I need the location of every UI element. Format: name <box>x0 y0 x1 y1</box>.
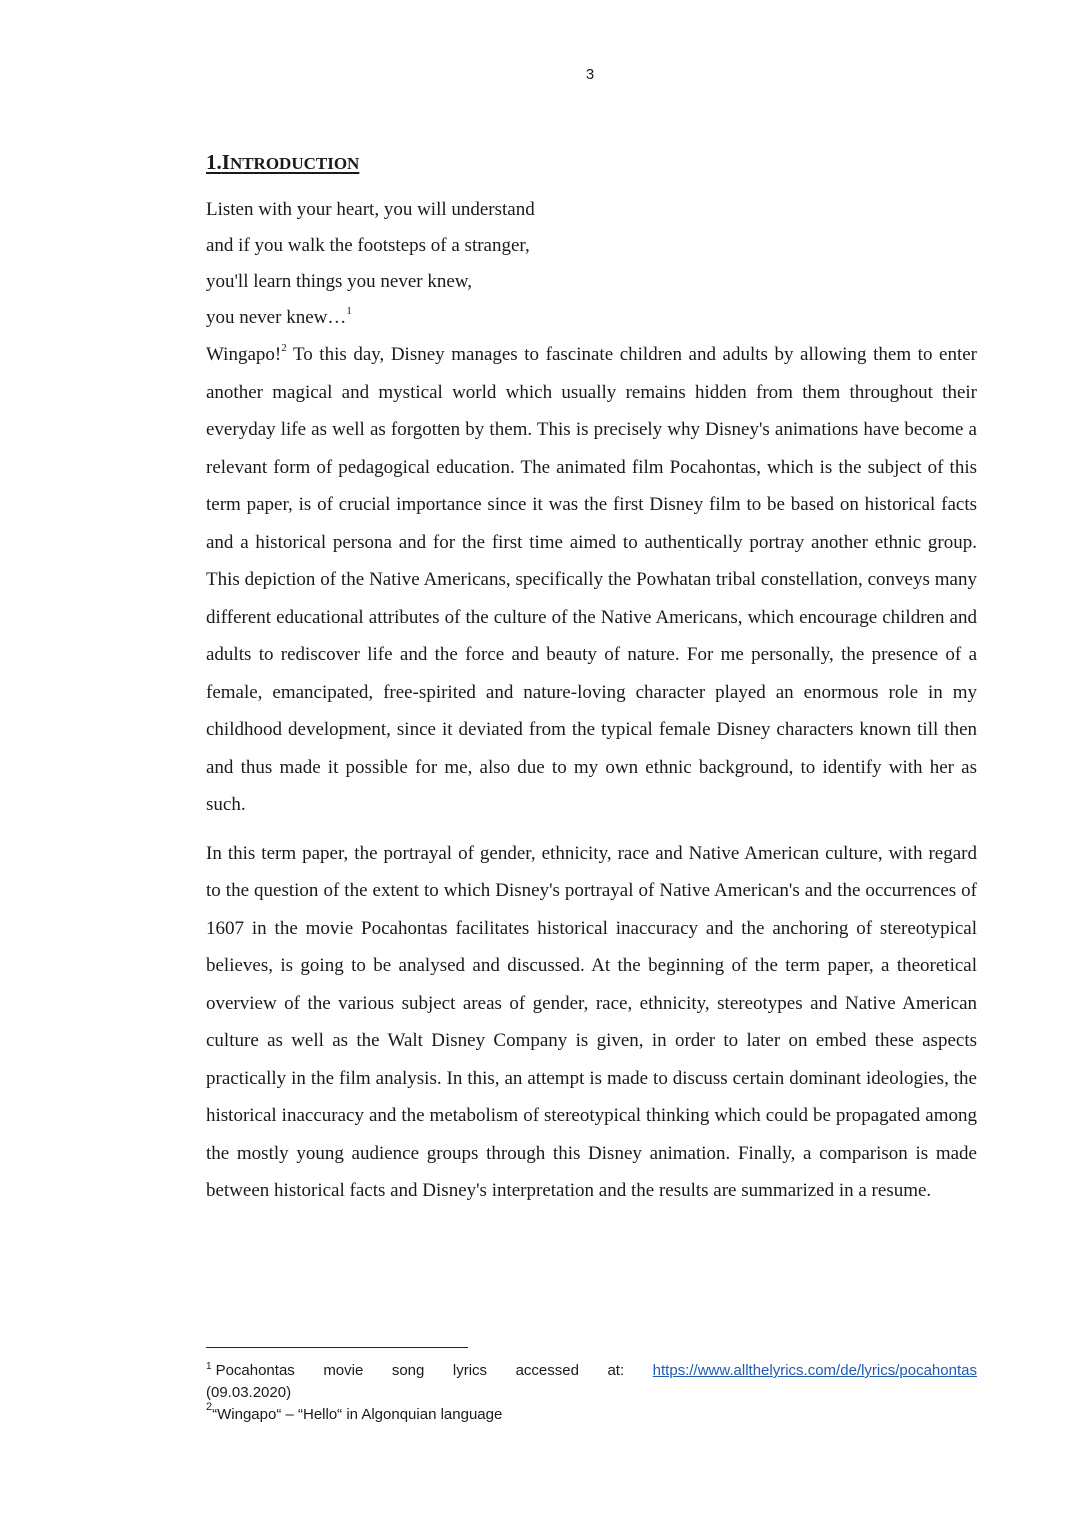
footnote-1 <box>206 1360 977 1382</box>
paragraph-1 <box>206 336 977 824</box>
poem-line: you'll learn things you never knew, <box>206 271 473 292</box>
footnote-divider <box>206 1347 468 1348</box>
footnote-2-marker: 2 <box>206 1401 213 1413</box>
heading-number: 1. <box>206 150 222 174</box>
footnote-1-word: movie <box>323 1362 364 1379</box>
footnotes <box>206 1347 977 1426</box>
heading-rest: NTRODUCTION <box>229 154 360 173</box>
footnote-2-text: “Wingapo“ – “Hello“ in Algonquian language <box>212 1406 503 1423</box>
poem-line-last <box>206 300 977 336</box>
main-content <box>206 148 977 1210</box>
heading-first-letter: I <box>221 150 230 174</box>
poem-line: Listen with your heart, you will understand <box>206 199 535 220</box>
poem-quote <box>206 192 977 336</box>
footnote-ref-2: 2 <box>281 342 287 354</box>
footnote-ref-1: 1 <box>346 305 352 317</box>
footnote-2 <box>206 1401 977 1426</box>
paragraph-1-text: To this day, Disney manages to fascinate children and adults by allowing them to enter another magical and mystical world which usually remains hidden from them throughout their everyday life as well as forgotten by them. This is precisely why Disney's animations have become a relevant form of pedagogical education. The animated film Pocahontas, which is the subject of this term paper, is of crucial importance since it was the first Disney film to be based on historical facts and a historical persona and for the first time aimed to authentically portray another ethnic group. This depiction of the Native Americans, specifically the Powhatan tribal constellation, conveys many different educational attributes of the culture of the Native Americans, which encourage children and adults to rediscover life and the force and beauty of nature. For me personally, the presence of a female, emancipated, free-spirited and nature-loving character played an enormous role in my childhood development, since it deviated from the typical female Disney characters known till then and thus made it possible for me, also due to my own ethnic background, to identify with her as such. <box>206 344 977 815</box>
footnote-1-word: song <box>391 1362 425 1379</box>
footnote-1-marker: 1 <box>206 1361 212 1372</box>
footnote-1-word: lyrics <box>452 1362 488 1379</box>
section-heading <box>206 148 977 178</box>
footnote-1-link[interactable]: https://www.allthelyrics.com/de/lyrics/pocahontas <box>652 1362 977 1379</box>
footnote-1-word: $^1$ Pocahontas <box>206 1361 295 1379</box>
footnote-1-date: (09.03.2020) <box>206 1384 292 1401</box>
poem-line-text: you never knew… <box>206 307 347 328</box>
paragraph-1-lead: Wingapo! <box>206 344 282 365</box>
footnote-1-word: at: <box>607 1362 625 1379</box>
paragraph-2: In this term paper, the portrayal of gender, ethnicity, race and Native American culture, with regard to the question of the extent to which Disney's portrayal of Native American's and the occurrences of 1607 in the movie Pocahontas facilitates historical inaccuracy and the anchoring of stereotypical believes, is going to be analysed and discussed. At the beginning of the term paper, a theoretical overview of the various subject areas of gender, race, ethnicity, stereotypes and Native American culture as well as the Walt Disney Company is given, in order to later on embed these aspects practically in the film analysis. In this, an attempt is made to discuss certain dominant ideologies, the historical inaccuracy and the metabolism of stereotypical thinking which could be propagated among the mostly young audience groups through this Disney animation. Finally, a comparison is made between historical facts and Disney's interpretation and the results are summarized in a resume. <box>206 842 977 1201</box>
footnote-1-word: accessed <box>515 1362 579 1379</box>
page-number: 3 <box>585 66 595 83</box>
poem-line: and if you walk the footsteps of a stranger, <box>206 235 530 256</box>
